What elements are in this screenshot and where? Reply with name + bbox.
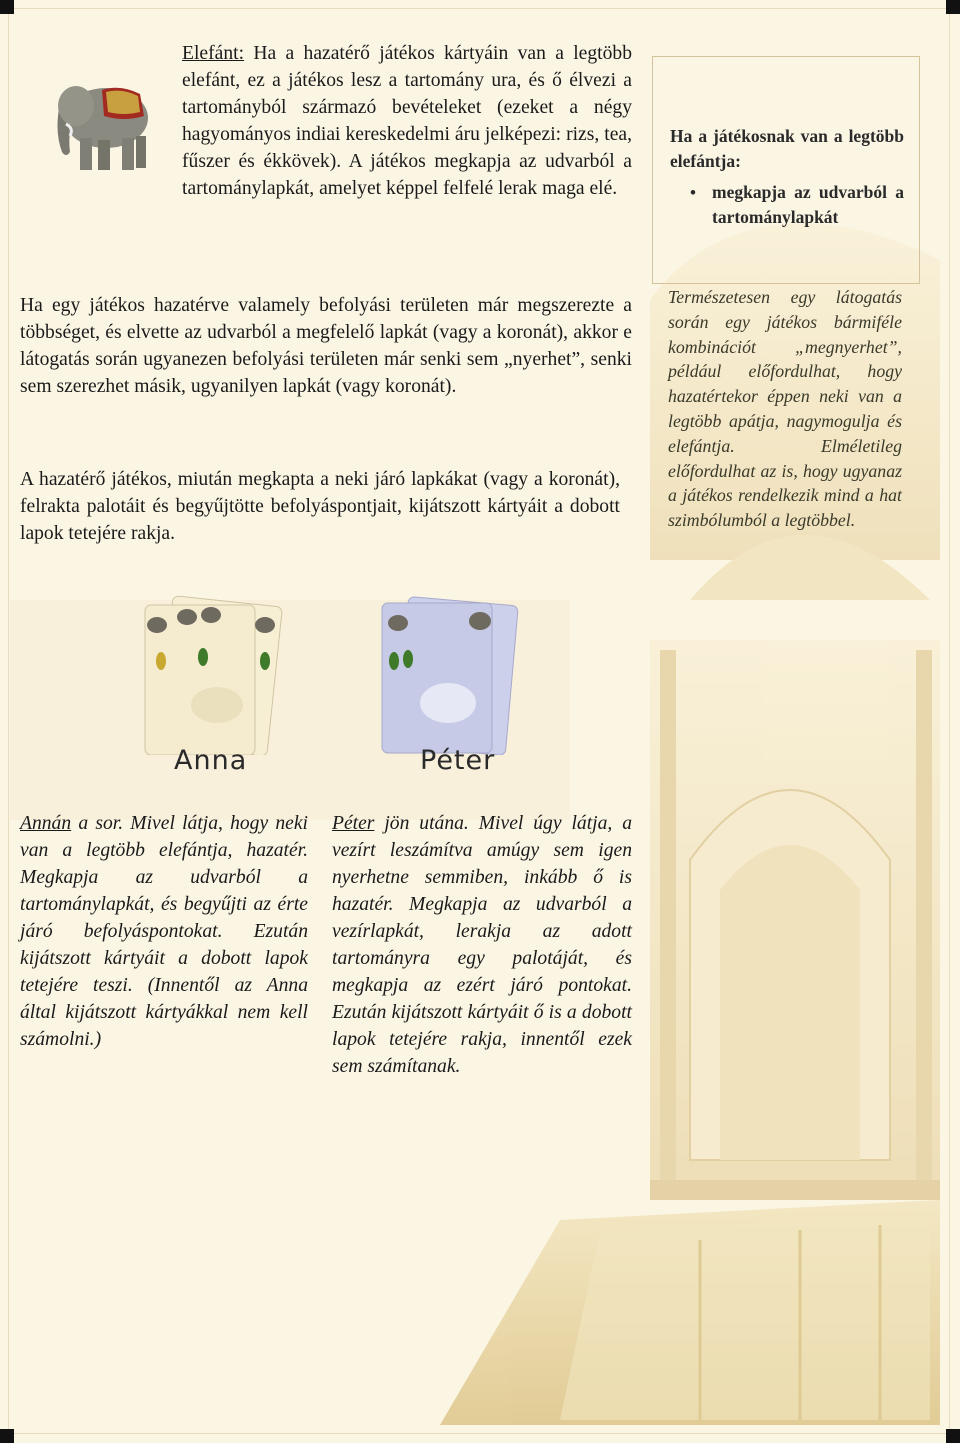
sidebar-bullet-item (690, 180, 904, 230)
intro-paragraph (182, 40, 632, 202)
elephant-illustration (40, 66, 162, 178)
example-anna (20, 810, 308, 1053)
elephant-label: Elefánt: (182, 43, 245, 64)
corner-mark (946, 1429, 960, 1443)
sidebar-bullet-text: megkapja az udvarból a tartománylapkát (712, 182, 904, 227)
card-name-peter: Péter (420, 745, 496, 776)
example-peter (332, 810, 632, 1080)
corner-mark (0, 0, 14, 14)
example-anna-text: a sor. Mivel látja, hogy neki van a legtöbb elefántja, hazatér. Megkapja az udvarból a tartománylapkát, és begyűjti az érte járó befolyáspontokat. Ezután kijátszott kártyáit a dobott lapok tetejére teszi. (Innentől az Anna által kijátszott kártyákkal nem kell számolni.) (20, 813, 308, 1050)
paragraph-majority: Ha egy játékos hazatérve valamely befolyási területen már megszerezte a többséget, és elvette az udvarból a megfelelő lapkát (vagy a koronát), akkor e látogatás során ugyanezen befolyási területen már senki sem „nyerhet”, senki sem szerezhet másik, ugyanilyen lapkát (vagy koronát). (20, 295, 632, 397)
intro-text: Ha a hazatérő játékos kártyáin van a legtöbb elefánt, ez a játékos lesz a tartomány ura, és ő élvezi a tartományból származó bevételeket (ezeket a négy hagyományos indiai kereskedelmi áru jelképezi: rizs, tea, fűszer és ékkövek). A játékos megkapja az udvarból a tartománylapkát, amelyet képpel felfelé lerak maga elé. (182, 43, 632, 199)
bullet-icon: • (690, 183, 696, 202)
example-peter-text: jön utána. Mivel úgy látja, a vezírt leszámítva amúgy sem igen nyerhetne semmiben, inkább ő is hazatér. Megkapja az udvarból a vezírlapkát, lerakja az adott tartományra egy palotáját, és megkapja az ezért járó pontokat. Ezután kijátszott kártyáit ő is a dobott lapok tetejére rakja, innentől ezek sem számítanak. (332, 813, 632, 1077)
corner-mark (946, 0, 960, 14)
example-anna-name: Annán (20, 813, 72, 834)
card-name-anna: Anna (174, 745, 248, 776)
sidebar-note: Természetesen egy látogatás során egy játékos bármiféle kombinációt „megnyerhet”, például előfordulhat, hogy hazatértekor éppen neki van a legtöbb apátja, nagymogulja és elefántja. Elméletileg előfordulhat az is, hogy ugyanaz a játékos rendelkezik mind a hat szimbólumból a legtöbbel. (668, 287, 902, 531)
anna-cards-illustration (125, 595, 305, 755)
peter-cards-illustration (372, 595, 522, 755)
example-peter-name: Péter (332, 813, 375, 834)
paragraph-return: A hazatérő játékos, miután megkapta a neki járó lapkákat (vagy a koronát), felrakta palotáit és begyűjtötte befolyáspontjait, kijátszott kártyáit a dobott lapok tetejére rakja. (20, 469, 620, 544)
corner-mark (0, 1429, 14, 1443)
sidebar-title: Ha a játékosnak van a legtöbb elefántja: (670, 126, 904, 171)
